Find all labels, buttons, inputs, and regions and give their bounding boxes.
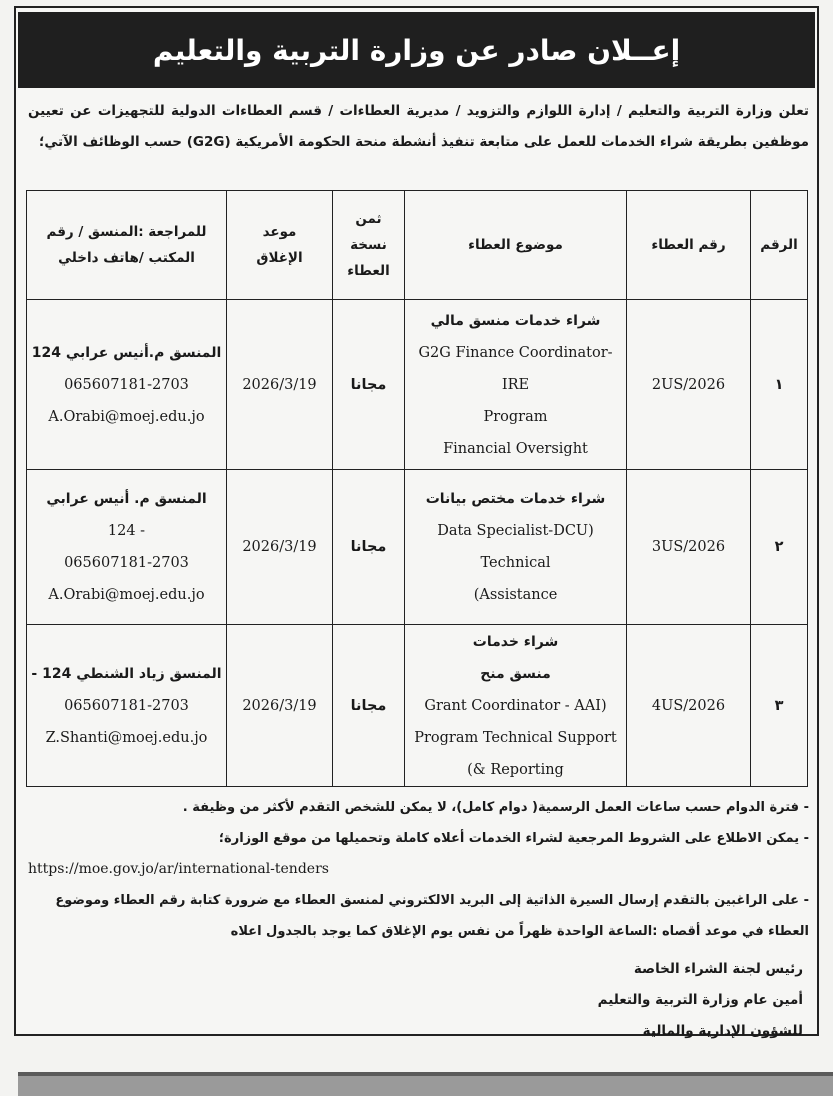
intro-paragraph: تعلن وزارة التربية والتعليم / إدارة اللوازم والتزويد / مديرية العطاءات / قسم العطاءات الدولية للتجهيزات عن تعيين موظفين بطريقة شراء الخدمات للعمل على متابعة تنفيذ أنشطة منحة الحكومة الأمريكية (G2G) حسب الوظائف الآتي؛ [28, 103, 809, 150]
tender-number: 4US/2026 [627, 625, 751, 787]
table-row [27, 300, 808, 470]
tender-number: 3US/2026 [627, 470, 751, 625]
header-tender-no: رقم العطاء [627, 191, 751, 300]
header-closing: موعد الإغلاق [227, 191, 333, 300]
header-contact: للمراجعة :المنسق / رقم المكتب /هاتف داخلي [27, 191, 227, 300]
header-price: ثمن نسخة العطاء [333, 191, 405, 300]
subject-english-2: Technical [480, 555, 551, 571]
table-header-row [27, 191, 808, 300]
contact-info [27, 470, 227, 625]
signature-block [598, 954, 803, 1047]
note-application: - على الراغبين بالتقدم إرسال السيرة الذاتية إلى البريد الالكتروني لمنسق العطاء مع ضرورة كتابة رقم العطاء وموضوع العطاء في موعد أقصاه :الساعة الواحدة ظهراً من نفس يوم الإغلاق كما يوجد بالجدول اعلاه [55, 893, 809, 939]
tenders-url-link[interactable]: https://moe.gov.jo/ar/international-tenders [28, 861, 329, 877]
contact-phone: 065607181-2703 [64, 376, 189, 393]
closing-date: 2026/3/19 [227, 625, 333, 787]
note-terms: - يمكن الاطلاع على الشروط المرجعية لشراء الخدمات أعلاه كاملة وتحميلها من موقع الوزارة؛ [218, 831, 809, 846]
tender-subject [405, 470, 627, 625]
copy-price: مجانا [333, 470, 405, 625]
signature-line-3: للشؤون الإدارية والمالية [642, 1023, 803, 1039]
subject-english-4: Financial Oversight [443, 440, 588, 457]
subject-arabic: شراء خدمات مختص بيانات [425, 491, 606, 507]
tender-subject [405, 625, 627, 787]
subject-english-1: G2G Finance Coordinator- [418, 344, 613, 361]
contact-info [27, 300, 227, 470]
copy-price: مجانا [333, 300, 405, 470]
row-number: ٢ [751, 470, 808, 625]
contact-email[interactable]: A.Orabi@moej.edu.jo [48, 408, 205, 425]
contact-coordinator: المنسق زياد الشنطي 124 - [31, 665, 222, 682]
subject-english-3: (& Reporting [467, 761, 564, 778]
closing-date: 2026/3/19 [227, 300, 333, 470]
contact-email[interactable]: A.Orabi@moej.edu.jo [48, 587, 205, 603]
contact-coordinator: المنسق م. أنيس عرابي [46, 491, 207, 507]
row-number: ١ [751, 300, 808, 470]
contact-phone: 065607181-2703 [64, 697, 189, 714]
subject-english-1: Data Specialist-DCU) [437, 523, 594, 539]
row-number: ٣ [751, 625, 808, 787]
header-subject: موضوع العطاء [405, 191, 627, 300]
announcement-title: إعــلان صادر عن وزارة التربية والتعليم [18, 12, 815, 88]
contact-extension: - 124 [107, 523, 146, 539]
header-number: الرقم [751, 191, 808, 300]
copy-price: مجانا [333, 625, 405, 787]
notes-section [28, 792, 809, 947]
subject-arabic-1: شراء خدمات [472, 633, 559, 650]
tender-subject [405, 300, 627, 470]
subject-english-2: Program Technical Support [414, 729, 617, 746]
contact-info [27, 625, 227, 787]
table-row [27, 625, 808, 787]
closing-date: 2026/3/19 [227, 470, 333, 625]
table-row [27, 470, 808, 625]
subject-english-1: Grant Coordinator - AAI) [424, 697, 607, 714]
note-url-line [28, 854, 809, 885]
subject-arabic-2: منسق منح [480, 665, 551, 682]
bottom-divider-bar [18, 1072, 833, 1096]
tenders-table [26, 190, 808, 787]
tender-number: 2US/2026 [627, 300, 751, 470]
announcement-frame [14, 6, 819, 1039]
contact-phone: 065607181-2703 [64, 555, 189, 571]
subject-arabic: شراء خدمات منسق مالي [430, 312, 601, 329]
signature-line-2: أمين عام وزارة التربية والتعليم [597, 992, 803, 1008]
contact-coordinator: المنسق م.أنيس عرابي 124 [31, 344, 222, 361]
subject-english-3: (Assistance [473, 587, 558, 603]
subject-english-2: IRE [501, 376, 530, 393]
signature-line-1: رئيس لجنة الشراء الخاصة [633, 961, 803, 977]
contact-email[interactable]: Z.Shanti@moej.edu.jo [45, 729, 208, 746]
note-working-hours: - فترة الدوام حسب ساعات العمل الرسمية( دوام كامل)، لا يمكن للشخص التقدم لأكثر من وظيفة . [182, 800, 809, 815]
subject-english-3: Program [483, 408, 548, 425]
